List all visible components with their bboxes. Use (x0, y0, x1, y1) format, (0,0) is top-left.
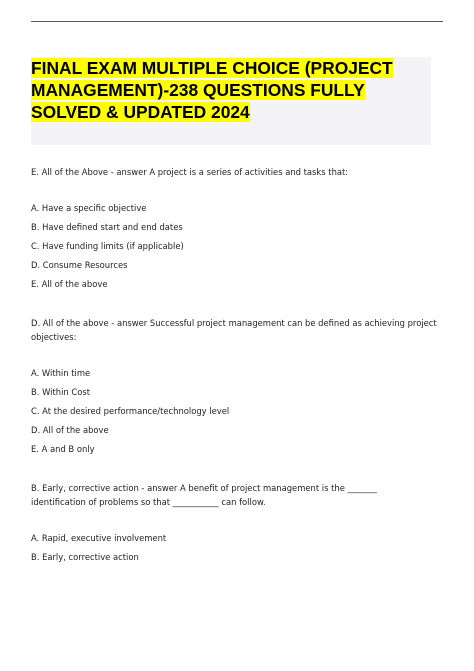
question-2-option-b: B. Within Cost (31, 387, 91, 397)
question-2-heading-line-1: D. All of the above - answer Successful project management can be defined as achieving project (31, 318, 437, 328)
document-title: FINAL EXAM MULTIPLE CHOICE (PROJECT MANAGEMENT)-238 QUESTIONS FULLY SOLVED & UPDATED 2024 (31, 58, 393, 122)
question-1-option-e: E. All of the above (31, 279, 108, 289)
question-3-option-b: B. Early, corrective action (31, 552, 139, 562)
question-2-option-e: E. A and B only (31, 444, 95, 454)
question-1-option-a: A. Have a specific objective (31, 203, 147, 213)
question-3-heading-line-1: B. Early, corrective action - answer A benefit of project management is the _______ (31, 483, 377, 493)
top-divider (31, 21, 443, 22)
question-2-option-c: C. At the desired performance/technology level (31, 406, 230, 416)
question-3-option-a: A. Rapid, executive involvement (31, 533, 167, 543)
question-2-heading-line-2: objectives: (31, 332, 77, 342)
question-1-option-d: D. Consume Resources (31, 260, 128, 270)
question-1-option-c: C. Have funding limits (if applicable) (31, 241, 184, 251)
question-1-heading: E. All of the Above - answer A project is a series of activities and tasks that: (31, 167, 349, 177)
question-3-heading-line-2: identification of problems so that ___________ can follow. (31, 497, 266, 507)
question-2-option-d: D. All of the above (31, 425, 109, 435)
question-2-option-a: A. Within time (31, 368, 91, 378)
question-1-option-b: B. Have defined start and end dates (31, 222, 183, 232)
